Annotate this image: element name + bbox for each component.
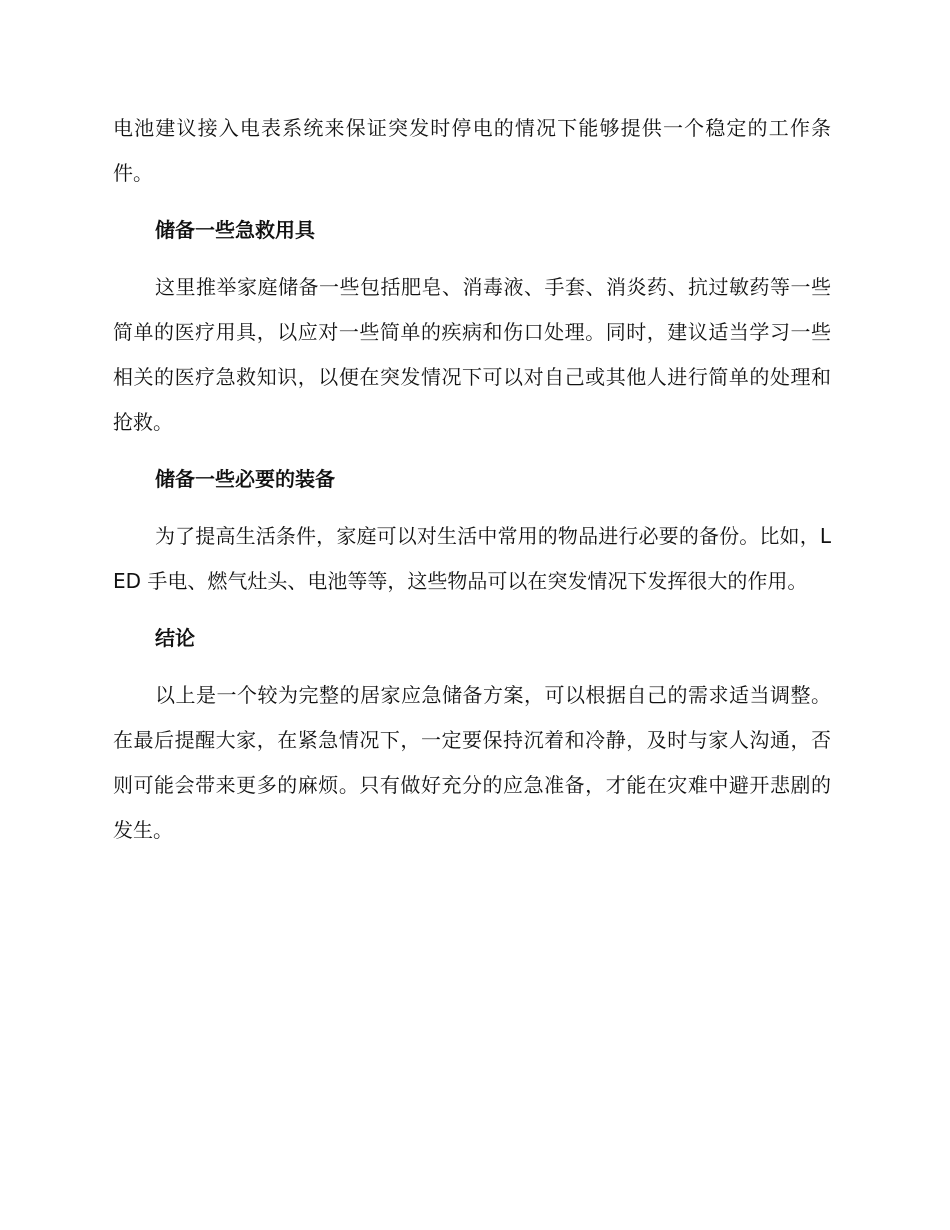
- section-paragraph-conclusion: 以上是一个较为完整的居家应急储备方案，可以根据自己的需求适当调整。在最后提醒大家，在紧急情况下，一定要保持沉着和冷静，及时与家人沟通，否则可能会带来更多的麻烦。只有做好充分的应急准备，才能在灾难中避开悲剧的发生。: [113, 683, 831, 842]
- section-paragraph-first-aid: 这里推举家庭储备一些包括肥皂、消毒液、手套、消炎药、抗过敏药等一些简单的医疗用具，以应对一些简单的疾病和伤口处理。同时，建议适当学习一些相关的医疗急救知识，以便在突发情况下可以对自己或其他人进行简单的处理和抢救。: [113, 275, 831, 434]
- section-heading-first-aid: 储备一些急救用具: [155, 218, 315, 242]
- section-heading-equipment: 储备一些必要的装备: [155, 467, 335, 491]
- intro-paragraph: 电池建议接入电表系统来保证突发时停电的情况下能够提供一个稳定的工作条件。: [113, 116, 831, 185]
- section-paragraph-equipment: 为了提高生活条件，家庭可以对生活中常用的物品进行必要的备份。比如，LED 手电、燃气灶头、电池等等，这些物品可以在突发情况下发挥很大的作用。: [113, 524, 831, 593]
- document-page: [113, 106, 831, 865]
- section-heading-conclusion: 结论: [155, 626, 195, 650]
